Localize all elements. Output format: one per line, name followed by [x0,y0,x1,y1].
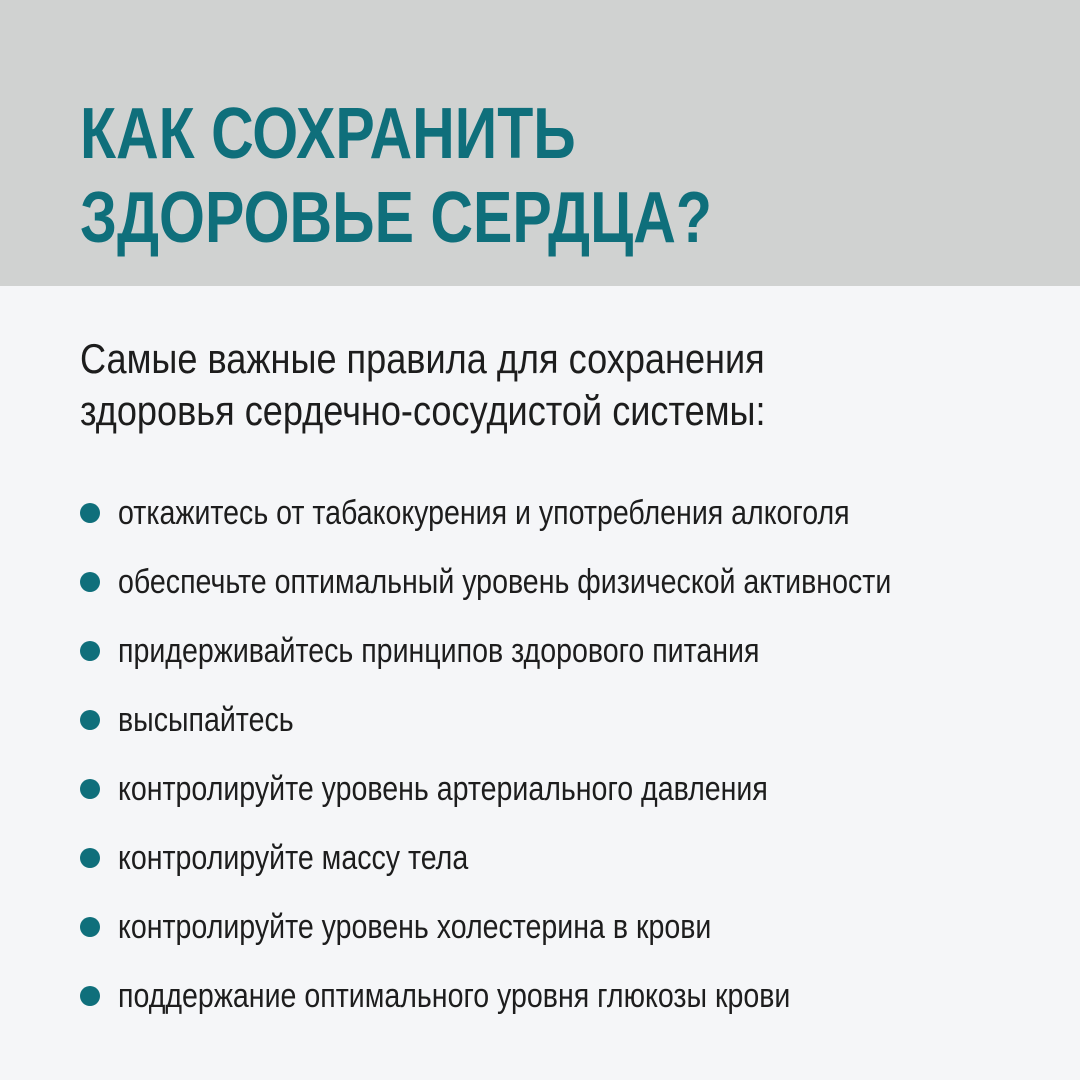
intro-line-1: Самые важные правила для сохранения [80,335,765,382]
rule-text: высыпайтесь [118,700,294,739]
bullet-dot-icon [80,572,100,592]
list-item [80,823,1040,892]
rule-text: откажитесь от табакокурения и употребления алкоголя [118,493,850,532]
rule-text: придерживайтесь принципов здорового питания [118,631,760,670]
rule-text: контролируйте уровень холестерина в крови [118,907,712,946]
list-item [80,478,1040,547]
rules-list [80,478,1040,1030]
bullet-dot-icon [80,917,100,937]
bullet-dot-icon [80,503,100,523]
bullet-dot-icon [80,710,100,730]
list-item [80,685,1040,754]
list-item [80,547,1040,616]
list-item [80,961,1040,1030]
intro-text [80,333,940,437]
bullet-dot-icon [80,848,100,868]
list-item [80,754,1040,823]
intro-line-2: здоровья сердечно-сосудистой системы: [80,387,766,434]
rule-text: обеспечьте оптимальный уровень физической активности [118,562,892,601]
bullet-dot-icon [80,986,100,1006]
title-line-2: ЗДОРОВЬЕ СЕРДЦА? [80,178,712,258]
page-title [80,92,859,260]
bullet-dot-icon [80,779,100,799]
list-item [80,892,1040,961]
rule-text: поддержание оптимального уровня глюкозы крови [118,976,791,1015]
rule-text: контролируйте массу тела [118,838,469,877]
rule-text: контролируйте уровень артериального давления [118,769,768,808]
header-banner [0,0,1080,286]
title-line-1: КАК СОХРАНИТЬ [80,94,576,174]
bullet-dot-icon [80,641,100,661]
list-item [80,616,1040,685]
